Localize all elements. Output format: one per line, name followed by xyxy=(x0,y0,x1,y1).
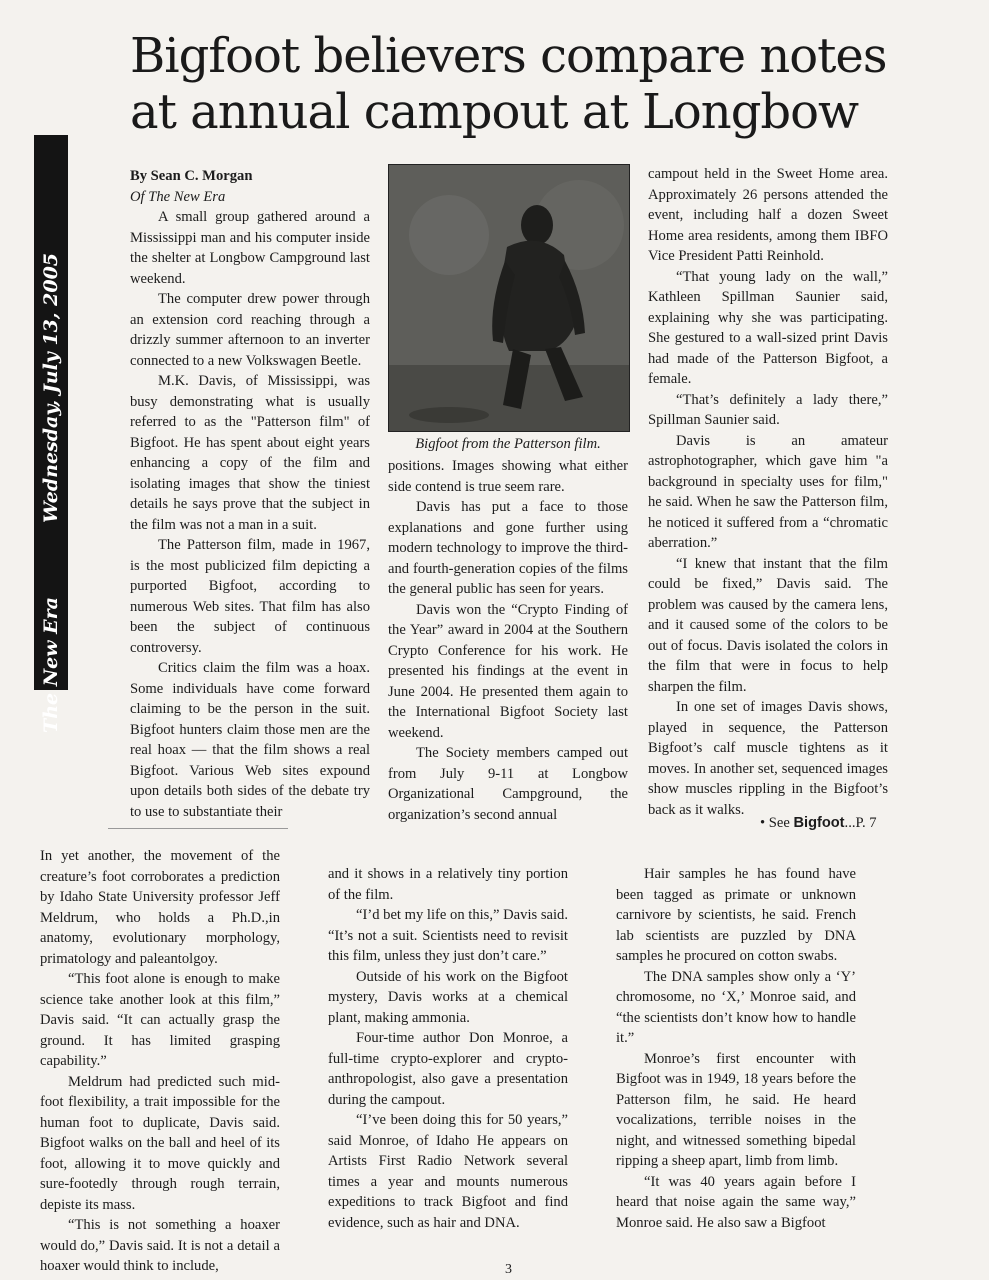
paragraph: The Patterson film, made in 1967, is the most publicized film depicting a purported Bigfoot, according to numerous Web sites. That film has also been the subject of continuous controversy. xyxy=(130,537,370,656)
paragraph: “I’d bet my life on this,” Davis said. “It’s not a suit. Scientists need to revisit this film, unless they just don’t care.” xyxy=(328,907,568,964)
photo-caption: Bigfoot from the Patterson film. xyxy=(415,436,601,452)
paragraph: The computer drew power through an extension cord reaching through a drizzly summer afternoon to an inverter connected to a new Volkswagen Beetle. xyxy=(130,291,370,369)
paragraph: positions. Images showing what either side contend is true seem rare. xyxy=(388,458,628,495)
sidebar-date: Wednesday, July 13, 2005 xyxy=(40,252,62,524)
paragraph: “I knew that instant that the film could be fixed,” Davis said. The problem was caused by the camera lens, and it caused some of the colors to be out of focus. Davis isolated the colors in the film that were in focus to help sharpen the film. xyxy=(648,555,888,695)
paragraph: In yet another, the movement of the creature’s foot corroborates a prediction by Idaho State University professor Jeff Meldrum, who holds a Ph.D.,in anatomy, evolutionary morphology, primatology and paleantolgoy. xyxy=(40,848,280,967)
bigfoot-figure-image xyxy=(389,165,629,431)
paragraph: Critics claim the film was a hoax. Some individuals have come forward claiming to be the person in the suit. Bigfoot hunters claim those men are the real hoax — that the film shows a real Bigfoot. Various Web sites expound upon details both sides of the debate try to use to substantiate their xyxy=(130,660,370,820)
paragraph: Davis has put a face to those explanations and gone further using modern technology to improve the third- and fourth-generation copies of the films the general public has seen for years. xyxy=(388,499,628,597)
jump-page: ...P. 7 xyxy=(844,815,877,831)
affiliation: Of The New Era xyxy=(130,188,226,205)
paragraph: The DNA samples show only a ‘Y’ chromosome, no ‘X,’ Monroe said, and “the scientists don’t know how to handle it.” xyxy=(616,968,856,1046)
paragraph: Four-time author Don Monroe, a full-time crypto-explorer and crypto-anthropologist, also gave a presentation during the campout. xyxy=(328,1030,568,1108)
paragraph: “That’s definitely a lady there,” Spillman Saunier said. xyxy=(648,391,888,428)
continuation-column-1 xyxy=(40,846,280,1277)
bigfoot-photo xyxy=(388,164,630,432)
jump-keyword: Bigfoot xyxy=(793,815,845,831)
jump-reference xyxy=(760,815,877,832)
paragraph: Monroe’s first encounter with Bigfoot was in 1949, 18 years before the Patterson film, he said. He heard vocalizations, terrible noises in the night, and witnessed something bipedal ripping a sheep apart, limb from limb. xyxy=(616,1050,856,1169)
paragraph: campout held in the Sweet Home area. Approximately 26 persons attended the event, including half a dozen Sweet Home area residents, among them IBFO Vice President Patti Reinhold. xyxy=(648,166,888,264)
paragraph: and it shows in a relatively tiny portion of the film. xyxy=(328,866,568,903)
sidebar-publication: The New Era xyxy=(40,597,62,733)
headline: Bigfoot believers compare notes at annual campout at Longbow xyxy=(130,28,887,140)
paragraph: “I’ve been doing this for 50 years,” said Monroe, of Idaho He appears on Artists First Radio Network several times a year and mounts numerous expeditions to track Bigfoot and find evidence, such as hair and DNA. xyxy=(328,1112,568,1231)
paragraph: Meldrum had predicted such mid-foot flexibility, a trait impossible for the human foot to duplicate, Davis said. Bigfoot walks on the ball and heel of its foot, allowing it to move quickly and sure-footedly through rough terrain, depiste its mass. xyxy=(40,1073,280,1213)
paragraph: M.K. Davis, of Mississippi, was busy demonstrating what is usually referred to as the "Patterson film" of Bigfoot. He has spent about eight years enhancing a copy of the film and isolating images that show the tiniest details he says prove that the subject in the film was not a man in a suit. xyxy=(130,373,370,533)
article-column-3 xyxy=(648,164,888,820)
paragraph: Outside of his work on the Bigfoot mystery, Davis works at a chemical plant, making ammonia. xyxy=(328,968,568,1026)
paragraph: “It was 40 years again before I heard that noise again the same way,” Monroe said. He also saw a Bigfoot xyxy=(616,1173,856,1231)
paragraph: Davis won the “Crypto Finding of the Year” award in 2004 at the Southern Crypto Conference for his work. He presented his findings at the event in June 2004. He presented them again to the International Bigfoot Society last weekend. xyxy=(388,601,628,741)
paragraph: A small group gathered around a Mississippi man and his computer inside the shelter at Longbow Campground last weekend. xyxy=(130,209,370,287)
page-number: 3 xyxy=(505,1262,512,1277)
paragraph: Hair samples he has found have been tagged as primate or unknown carnivore by scientists, he said. French lab scientists are puzzled by DNA samples he procured on cotton swabs. xyxy=(616,866,856,964)
byline: By Sean C. Morgan xyxy=(130,168,253,184)
paragraph: “This foot alone is enough to make science take another look at this film,” Davis said. “It can actually grasp the ground. It has limited grasping capability.” xyxy=(40,971,280,1069)
divider xyxy=(108,828,288,829)
continuation-column-3 xyxy=(616,864,856,1233)
paragraph: “This is not something a hoaxer would do,” Davis said. It is not a detail a hoaxer would think to include, xyxy=(40,1217,280,1274)
article-column-2 xyxy=(388,456,628,825)
sidebar-dateline xyxy=(34,135,68,733)
jump-prefix: • See xyxy=(760,815,794,831)
article-column-1 xyxy=(130,166,370,822)
paragraph: “That young lady on the wall,” Kathleen Spillman Saunier said, explaining why she was participating. She gestured to a wall-sized print Davis had made of the Patterson Bigfoot, a female. xyxy=(648,268,888,387)
paragraph: Davis is an amateur astrophotographer, which gave him "a background in specialty uses for film," he said. When he saw the Patterson film, he noticed it suffered from a “chromatic aberration.” xyxy=(648,432,888,551)
paragraph: The Society members camped out from July 9-11 at Longbow Organizational Campground, the organization’s second annual xyxy=(388,745,628,823)
continuation-column-2 xyxy=(328,864,568,1233)
paragraph: In one set of images Davis shows, played in sequence, the Patterson Bigfoot’s calf muscle tightens as it moves. In another set, sequenced images show muscles rippling in the Bigfoot’s back as it walks. xyxy=(648,699,888,818)
